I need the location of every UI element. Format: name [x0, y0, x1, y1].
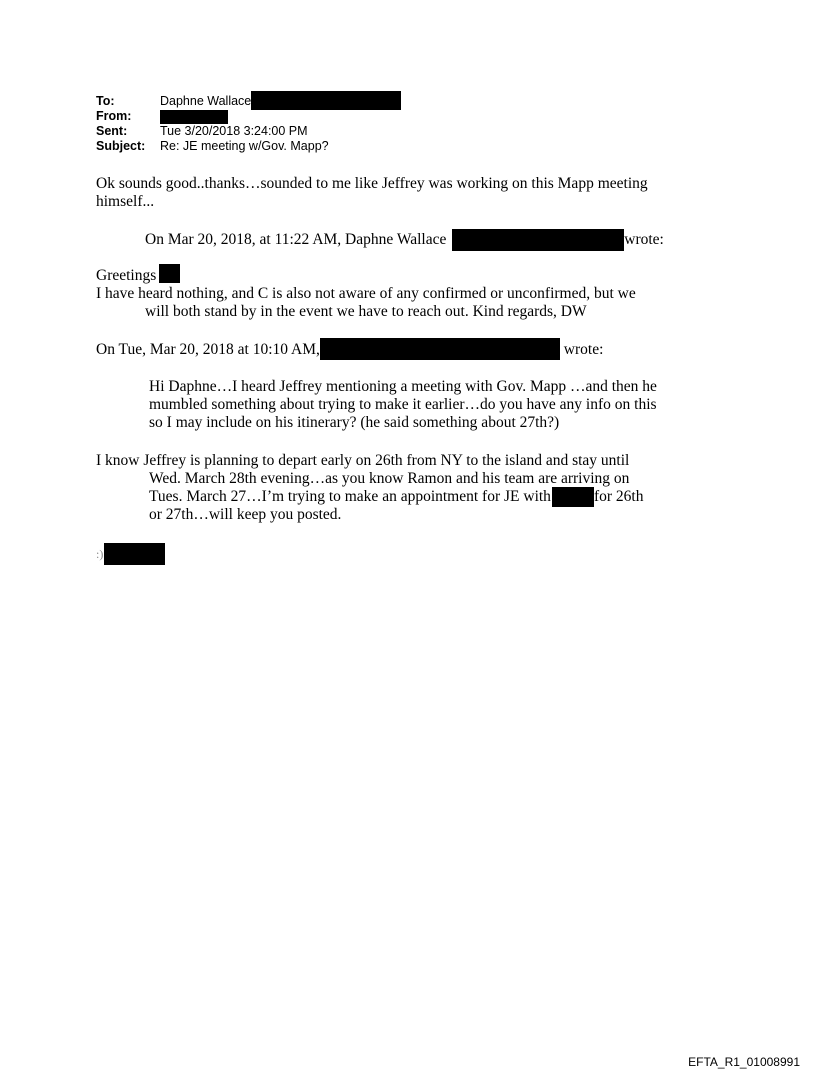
redaction-box — [160, 110, 228, 124]
body-line: will both stand by in the event we have to reach out. Kind regards, DW — [145, 303, 587, 320]
body-text: Tues. March 27…I’m trying to make an appointment for JE with — [149, 488, 551, 505]
quote-header-1 — [145, 231, 664, 251]
quote-header-text: On Tue, Mar 20, 2018 at 10:10 AM, — [96, 341, 320, 358]
from-label: From: — [96, 109, 132, 123]
body-line: Wed. March 28th evening…as you know Ramon and his team are arriving on — [149, 470, 630, 487]
quote-header-text: On Mar 20, 2018, at 11:22 AM, Daphne Wallace — [145, 231, 447, 248]
greeting-line — [96, 267, 180, 285]
redaction-box — [452, 229, 624, 251]
quoted-line: mumbled something about trying to make it earlier…do you have any info on this — [149, 396, 657, 413]
to-value — [160, 94, 401, 110]
to-label: To: — [96, 94, 115, 108]
body-line: I have heard nothing, and C is also not aware of any confirmed or unconfirmed, but we — [96, 285, 636, 302]
quoted-line: so I may include on his itinerary? (he said something about 27th?) — [149, 414, 560, 431]
body-line: or 27th…will keep you posted. — [149, 506, 342, 523]
redaction-box — [552, 487, 594, 507]
sent-value: Tue 3/20/2018 3:24:00 PM — [160, 124, 308, 138]
body-line: Ok sounds good..thanks…sounded to me like Jeffrey was working on this Mapp meeting — [96, 175, 648, 192]
body-text: for 26th — [593, 488, 644, 505]
quote-header-wrote: wrote: — [563, 341, 604, 358]
redaction-box — [104, 543, 165, 565]
redaction-box — [320, 338, 560, 360]
subject-value: Re: JE meeting w/Gov. Mapp? — [160, 139, 329, 153]
quote-header-wrote: wrote: — [624, 231, 664, 248]
greeting-text: Greetings — [96, 267, 157, 284]
body-line-with-redaction — [149, 488, 643, 507]
redaction-box — [251, 91, 401, 110]
body-line: himself... — [96, 193, 155, 210]
to-name: Daphne Wallace — [160, 94, 252, 108]
signoff-line — [96, 545, 165, 565]
signoff-text: :) — [96, 547, 104, 561]
sent-label: Sent: — [96, 124, 128, 138]
from-value — [160, 109, 228, 124]
bates-number: EFTA_R1_01008991 — [688, 1055, 800, 1069]
body-line: I know Jeffrey is planning to depart early on 26th from NY to the island and stay until — [96, 452, 630, 469]
quote-header-2 — [96, 341, 603, 360]
subject-label: Subject: — [96, 139, 146, 153]
redaction-box — [159, 264, 180, 283]
quoted-line: Hi Daphne…I heard Jeffrey mentioning a meeting with Gov. Mapp …and then he — [149, 378, 657, 395]
